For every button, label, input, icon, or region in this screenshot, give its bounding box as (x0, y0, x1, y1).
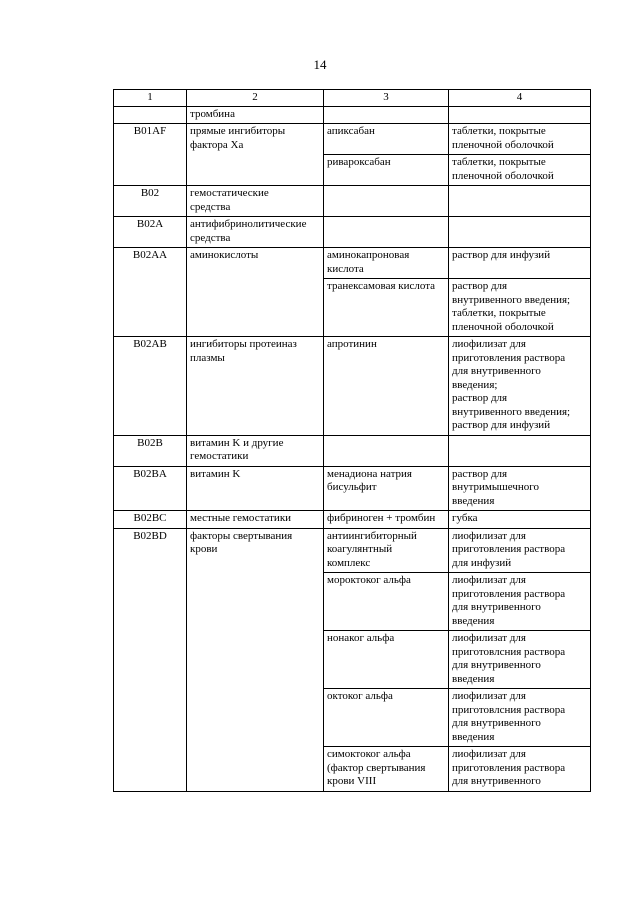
group-name: факторы свертывания крови (187, 528, 324, 791)
atc-code (114, 106, 187, 124)
group-name: витамин K (187, 466, 324, 511)
group-name: аминокислоты (187, 248, 324, 337)
dosage-form (449, 106, 591, 124)
atc-code: B02BC (114, 511, 187, 529)
column-header-3: 3 (324, 90, 449, 107)
dosage-form (449, 435, 591, 466)
drug-name: аминокапроновая кислота (324, 248, 449, 279)
dosage-form: губка (449, 511, 591, 529)
drug-table (113, 89, 591, 792)
column-header-1: 1 (114, 90, 187, 107)
drug-name: ривароксабан (324, 155, 449, 186)
column-header-4: 4 (449, 90, 591, 107)
dosage-form (449, 217, 591, 248)
dosage-form: раствор для внутримышечного введения (449, 466, 591, 511)
table-header-row (114, 90, 591, 107)
atc-code: B02B (114, 435, 187, 466)
atc-code: B02A (114, 217, 187, 248)
group-name: гемостатические средства (187, 186, 324, 217)
drug-name: симоктоког альфа (фактор свертывания крови VIII (324, 747, 449, 792)
table-row (114, 186, 591, 217)
group-name: прямые ингибиторы фактора Ха (187, 124, 324, 186)
drug-name: апиксабан (324, 124, 449, 155)
dosage-form: лиофилизат для приготовления раствора для внутривенного введения; раствор для внутривенного введения; раствор для инфузий (449, 337, 591, 436)
dosage-form: лиофилизат для приготовления раствора для внутривенного (449, 747, 591, 792)
drug-name (324, 217, 449, 248)
atc-code: B01AF (114, 124, 187, 186)
atc-code: B02BD (114, 528, 187, 791)
drug-name (324, 186, 449, 217)
drug-name (324, 106, 449, 124)
group-name: витамин K и другие гемостатики (187, 435, 324, 466)
drug-name: апротинин (324, 337, 449, 436)
drug-name: фибриноген + тромбин (324, 511, 449, 529)
drug-name (324, 435, 449, 466)
dosage-form: лиофилизат для приготовлсния раствора для внутривенного введения (449, 631, 591, 689)
drug-name: менадиона натрия бисульфит (324, 466, 449, 511)
table-row (114, 106, 591, 124)
table-row (114, 511, 591, 529)
table-row (114, 217, 591, 248)
drug-name: антиингибиторный коагулянтный комплекс (324, 528, 449, 573)
table-row (114, 124, 591, 155)
atc-code: B02BA (114, 466, 187, 511)
dosage-form: таблетки, покрытые пленочной оболочкой (449, 155, 591, 186)
group-name: местные гемостатики (187, 511, 324, 529)
group-name: тромбина (187, 106, 324, 124)
atc-code: B02AA (114, 248, 187, 337)
dosage-form: раствор для инфузий (449, 248, 591, 279)
column-header-2: 2 (187, 90, 324, 107)
drug-name: октоког альфа (324, 689, 449, 747)
dosage-form: таблетки, покрытые пленочной оболочкой (449, 124, 591, 155)
dosage-form: лиофилизат для приготовления раствора для инфузий (449, 528, 591, 573)
group-name: ингибиторы протеиназ плазмы (187, 337, 324, 436)
drug-name: мороктоког альфа (324, 573, 449, 631)
table-row (114, 337, 591, 436)
dosage-form: раствор для внутривенного введения; таблетки, покрытые пленочной оболочкой (449, 279, 591, 337)
dosage-form: лиофилизат для приготовления раствора для внутривенного введения (449, 573, 591, 631)
atc-code: B02 (114, 186, 187, 217)
page-number: 14 (313, 57, 327, 72)
table-row (114, 435, 591, 466)
drug-name: нонаког альфа (324, 631, 449, 689)
table-row (114, 248, 591, 279)
drug-name: транексамовая кислота (324, 279, 449, 337)
dosage-form: лиофилизат для приготовлсния раствора для внутривенного введения (449, 689, 591, 747)
group-name: антифибринолитические средства (187, 217, 324, 248)
table-row (114, 466, 591, 511)
dosage-form (449, 186, 591, 217)
atc-code: B02AB (114, 337, 187, 436)
table-row (114, 528, 591, 573)
